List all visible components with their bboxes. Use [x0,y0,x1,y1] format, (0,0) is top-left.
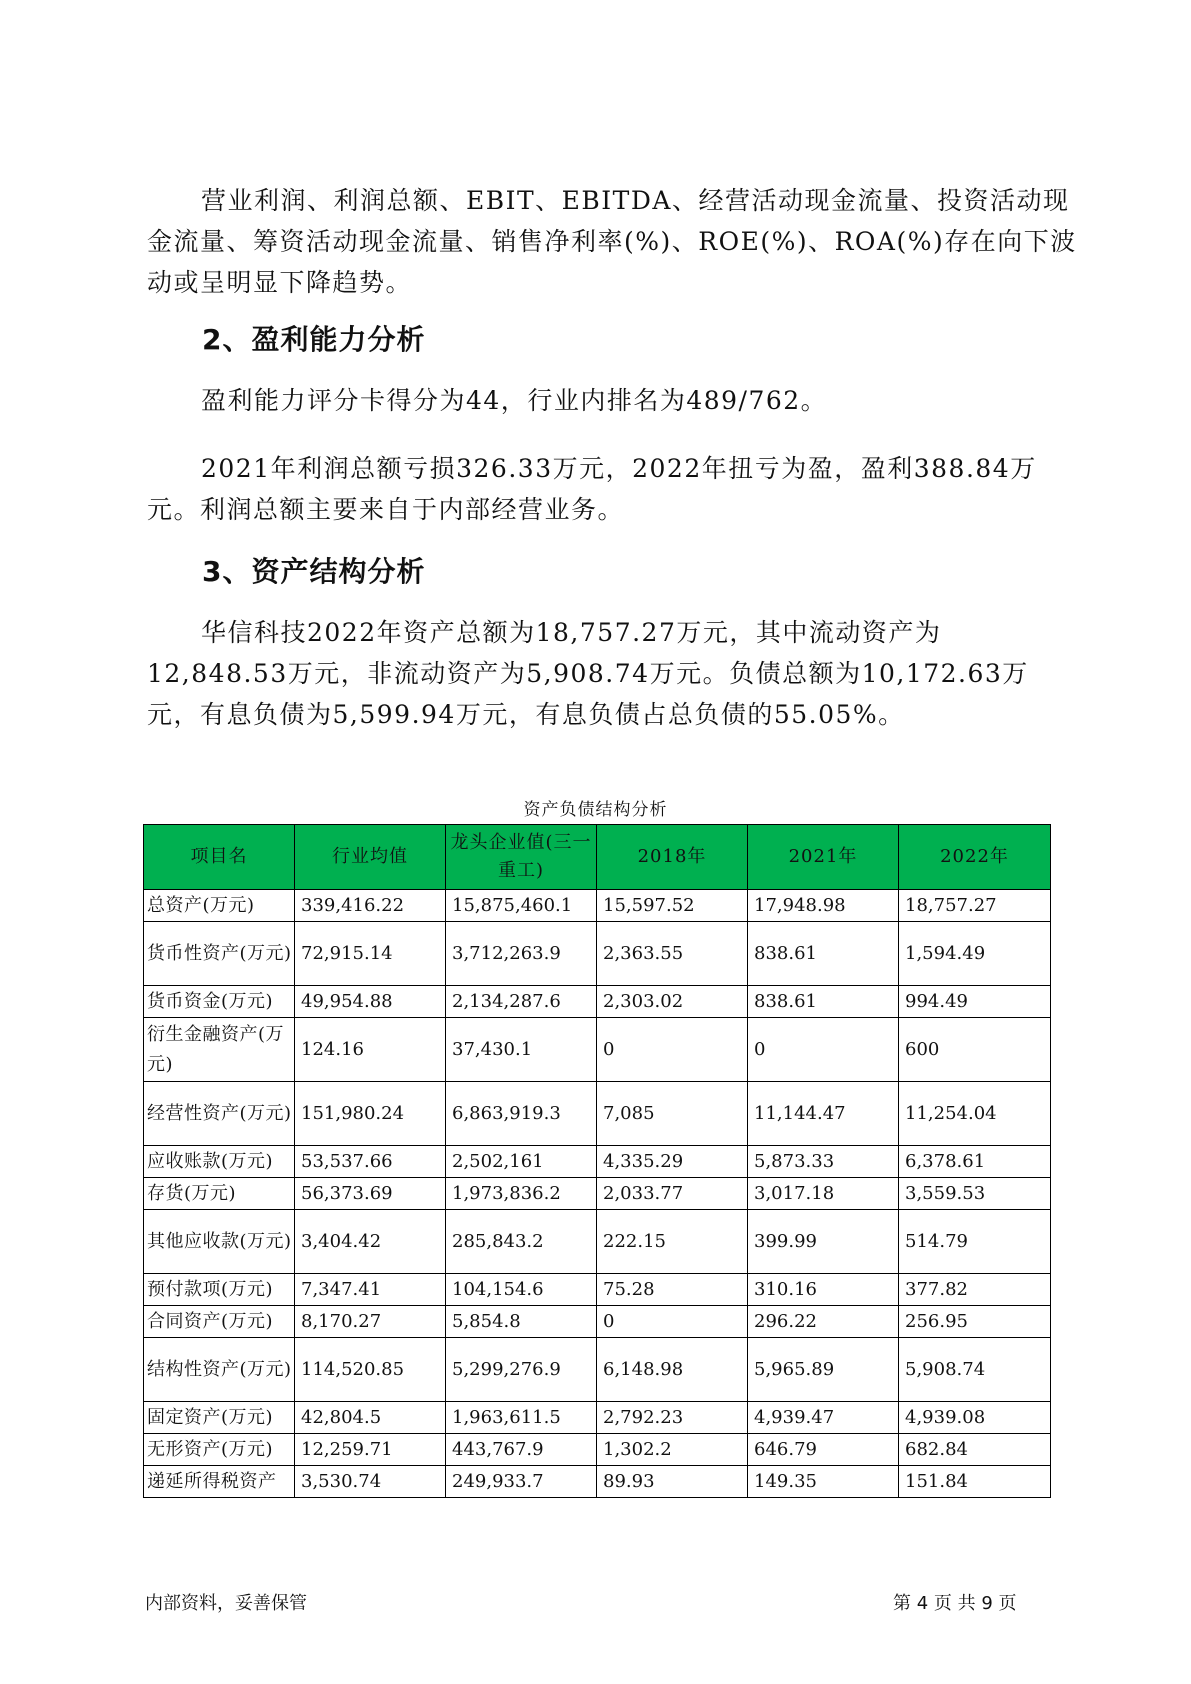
header-2022: 2022年 [899,825,1051,890]
table-row [144,1018,1051,1082]
section-heading-asset-structure: 3、资产结构分析 [202,555,426,588]
table-cell: 37,430.1 [446,1018,597,1082]
row-item-name: 预付款项(万元) [144,1274,295,1306]
table-cell: 994.49 [899,986,1051,1018]
table-cell: 1,963,611.5 [446,1402,597,1434]
table-cell: 1,302.2 [597,1434,748,1466]
table-cell: 222.15 [597,1210,748,1274]
footer-confidential-note: 内部资料，妥善保管 [145,1593,307,1614]
table-cell: 3,530.74 [295,1466,446,1498]
table-cell: 1,973,836.2 [446,1178,597,1210]
table-row [144,922,1051,986]
table-cell: 6,378.61 [899,1146,1051,1178]
table-row [144,1274,1051,1306]
table-cell: 4,335.29 [597,1146,748,1178]
table-cell: 339,416.22 [295,890,446,922]
table-cell: 443,767.9 [446,1434,597,1466]
table-row [144,1178,1051,1210]
table-cell: 838.61 [748,922,899,986]
table-cell: 12,259.71 [295,1434,446,1466]
table-cell: 838.61 [748,986,899,1018]
table-cell: 151,980.24 [295,1082,446,1146]
table-cell: 399.99 [748,1210,899,1274]
table-cell: 1,594.49 [899,922,1051,986]
paragraph-trend: 营业利润、利润总额、EBIT、EBITDA、经营活动现金流量、投资活动现金流量、筹资活动现金流量、销售净利率(%)、ROE(%)、ROA(%)存在向下波动或呈明显下降趋势。 [147,186,1077,297]
table-cell: 2,134,287.6 [446,986,597,1018]
header-2018: 2018年 [597,825,748,890]
table-cell: 53,537.66 [295,1146,446,1178]
table-cell: 49,954.88 [295,986,446,1018]
table-cell: 3,712,263.9 [446,922,597,986]
table-cell: 2,792.23 [597,1402,748,1434]
table-cell: 149.35 [748,1466,899,1498]
table-cell: 72,915.14 [295,922,446,986]
table-cell: 104,154.6 [446,1274,597,1306]
row-item-name: 存货(万元) [144,1178,295,1210]
table-cell: 4,939.47 [748,1402,899,1434]
row-item-name: 固定资产(万元) [144,1402,295,1434]
table-cell: 8,170.27 [295,1306,446,1338]
footer-page-number: 第 4 页 共 9 页 [893,1593,1017,1614]
table-cell: 514.79 [899,1210,1051,1274]
table-cell: 15,875,460.1 [446,890,597,922]
row-item-name: 总资产(万元) [144,890,295,922]
row-item-name: 应收账款(万元) [144,1146,295,1178]
table-cell: 7,347.41 [295,1274,446,1306]
header-industry-avg: 行业均值 [295,825,446,890]
table-row [144,1210,1051,1274]
table-cell: 256.95 [899,1306,1051,1338]
table-cell: 5,299,276.9 [446,1338,597,1402]
table-row [144,1082,1051,1146]
table-cell: 2,363.55 [597,922,748,986]
table-cell: 5,854.8 [446,1306,597,1338]
table-row [144,890,1051,922]
table-cell: 151.84 [899,1466,1051,1498]
table-cell: 7,085 [597,1082,748,1146]
table-row [144,1338,1051,1402]
table-cell: 4,939.08 [899,1402,1051,1434]
table-cell: 3,404.42 [295,1210,446,1274]
table-cell: 3,017.18 [748,1178,899,1210]
table-cell: 682.84 [899,1434,1051,1466]
table-header-row [144,825,1051,890]
header-leader-value: 龙头企业值(三一重工) [446,825,597,890]
paragraph-score: 盈利能力评分卡得分为44，行业内排名为489/762。 [201,386,828,415]
table-cell: 2,303.02 [597,986,748,1018]
table-cell: 11,254.04 [899,1082,1051,1146]
table-row [144,1466,1051,1498]
table-cell: 18,757.27 [899,890,1051,922]
table-cell: 646.79 [748,1434,899,1466]
table-cell: 6,148.98 [597,1338,748,1402]
row-item-name: 经营性资产(万元) [144,1082,295,1146]
table-cell: 600 [899,1018,1051,1082]
table-cell: 114,520.85 [295,1338,446,1402]
table-row [144,1146,1051,1178]
table-cell: 296.22 [748,1306,899,1338]
table-cell: 56,373.69 [295,1178,446,1210]
row-item-name: 递延所得税资产 [144,1466,295,1498]
paragraph-profit: 2021年利润总额亏损326.33万元，2022年扭亏为盈，盈利388.84万元。利润总额主要来自于内部经营业务。 [147,454,1037,524]
header-2021: 2021年 [748,825,899,890]
table-cell: 249,933.7 [446,1466,597,1498]
table-row [144,1402,1051,1434]
row-item-name: 合同资产(万元) [144,1306,295,1338]
table-cell: 75.28 [597,1274,748,1306]
section-heading-profitability: 2、盈利能力分析 [202,323,426,356]
table-cell: 310.16 [748,1274,899,1306]
table-cell: 124.16 [295,1018,446,1082]
table-cell: 0 [748,1018,899,1082]
table-row [144,1306,1051,1338]
row-item-name: 货币性资产(万元) [144,922,295,986]
table-cell: 3,559.53 [899,1178,1051,1210]
table-caption: 资产负债结构分析 [523,800,668,820]
table-cell: 5,965.89 [748,1338,899,1402]
row-item-name: 货币资金(万元) [144,986,295,1018]
table-row [144,986,1051,1018]
row-item-name: 衍生金融资产(万元) [144,1018,295,1082]
table-cell: 89.93 [597,1466,748,1498]
table-cell: 17,948.98 [748,890,899,922]
table-cell: 42,804.5 [295,1402,446,1434]
table-cell: 5,908.74 [899,1338,1051,1402]
table-cell: 2,033.77 [597,1178,748,1210]
table-cell: 11,144.47 [748,1082,899,1146]
table-row [144,1434,1051,1466]
table-cell: 0 [597,1306,748,1338]
table-cell: 6,863,919.3 [446,1082,597,1146]
table-cell: 15,597.52 [597,890,748,922]
header-item-name: 项目名 [144,825,295,890]
table-cell: 2,502,161 [446,1146,597,1178]
balance-structure-table [143,824,1051,1498]
paragraph-assets: 华信科技2022年资产总额为18,757.27万元，其中流动资产为12,848.53万元，非流动资产为5,908.74万元。负债总额为10,172.63万元，有息负债为5,599.94万元，有息负债占总负债的55.05%。 [147,618,1029,729]
table-cell: 285,843.2 [446,1210,597,1274]
table-cell: 5,873.33 [748,1146,899,1178]
row-item-name: 其他应收款(万元) [144,1210,295,1274]
row-item-name: 结构性资产(万元) [144,1338,295,1402]
table-cell: 377.82 [899,1274,1051,1306]
table-cell: 0 [597,1018,748,1082]
row-item-name: 无形资产(万元) [144,1434,295,1466]
